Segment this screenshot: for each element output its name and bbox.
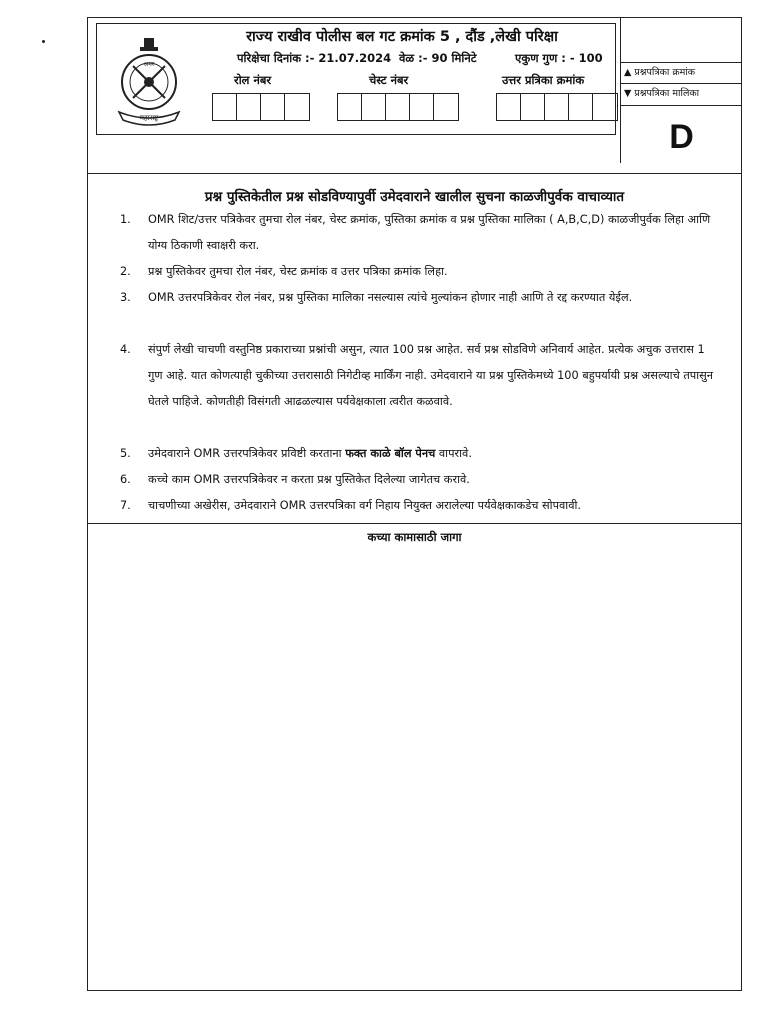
instruction-item bbox=[120, 493, 720, 519]
digit-box[interactable] bbox=[497, 94, 521, 120]
header-section bbox=[88, 18, 741, 174]
answer-sheet-number-boxes[interactable] bbox=[496, 93, 618, 121]
roll-number-label: रोल नंबर bbox=[234, 73, 272, 87]
digit-box[interactable] bbox=[338, 94, 362, 120]
instruction-number: 2. bbox=[120, 265, 131, 278]
digit-box[interactable] bbox=[261, 94, 285, 120]
instruction-item bbox=[120, 337, 720, 415]
arrow-up-icon: ▲ bbox=[624, 67, 632, 78]
digit-box[interactable] bbox=[521, 94, 545, 120]
digit-box[interactable] bbox=[237, 94, 261, 120]
total-marks: एकुण गुण : - 100 bbox=[515, 51, 603, 65]
arrow-down-icon: ▼ bbox=[624, 88, 632, 99]
digit-box[interactable] bbox=[410, 94, 434, 120]
instruction-number: 4. bbox=[120, 343, 131, 356]
digit-box[interactable] bbox=[362, 94, 386, 120]
booklet-side-panel bbox=[620, 18, 742, 163]
srpf-emblem-icon bbox=[113, 34, 185, 126]
exam-title: राज्य राखीव पोलीस बल गट क्रमांक 5 , दौंड ,लेखी परिक्षा bbox=[246, 29, 558, 45]
logo-banner-text: महाराष्ट्र bbox=[139, 114, 159, 122]
exam-duration: वेळ :- 90 मिनिटे bbox=[399, 51, 477, 65]
booklet-series-label: प्रश्नपत्रिका मालिका bbox=[634, 88, 700, 99]
instruction-number: 5. bbox=[120, 447, 131, 460]
instruction-number: 6. bbox=[120, 473, 131, 486]
instruction-text-start: उमेदवाराने OMR उत्तरपत्रिकेवर प्रविष्टी करताना bbox=[148, 447, 346, 460]
booklet-number-label: प्रश्नपत्रिका क्रमांक bbox=[634, 67, 696, 78]
rough-work-label: कच्या कामासाठी जागा bbox=[367, 530, 462, 544]
instruction-item bbox=[120, 441, 720, 467]
answer-sheet-number-label: उत्तर प्रत्रिका क्रमांक bbox=[502, 73, 585, 87]
instruction-text: संपुर्ण लेखी चाचणी वस्तुनिष्ठ प्रकाराच्या प्रश्नांची असुन, त्यात 100 प्रश्न आहेत. सर्व प्रश्न सोडविणे अनिवार्य आहेत. प्रत्येक अचुक उत्तरास 1 गुण आहे. यात कोणत्याही चुकीच्या उत्तरासाठी निगेटीव्ह मार्किंग नाही. उमेदवाराने या प्रश्न पुस्तिकेमध्ये 100 बहुपर्यायी प्रश्न असल्याचे तपासुन घेतले पाहिजे. कोणतीही विसंगती आढळल्यास पर्यवेक्षकाला त्वरीत कळवावे. bbox=[148, 343, 714, 408]
instruction-number: 1. bbox=[120, 213, 131, 226]
logo-top-text: अमर bbox=[143, 61, 155, 68]
exam-date: परिक्षेचा दिनांक :- 21.07.2024 bbox=[237, 51, 392, 65]
instruction-item bbox=[120, 207, 720, 259]
header-box bbox=[96, 23, 616, 135]
digit-box[interactable] bbox=[593, 94, 617, 120]
digit-box[interactable] bbox=[434, 94, 458, 120]
roll-number-boxes[interactable] bbox=[212, 93, 310, 121]
instruction-number: 3. bbox=[120, 291, 131, 304]
instruction-text: OMR शिट/उत्तर पत्रिकेवर तुमचा रोल नंबर, चेस्ट क्रमांक, पुस्तिका क्रमांक व प्रश्न पुस्तिका मालिका ( A,B,C,D) काळजीपुर्वक लिहा आणि योग्य ठिकाणी स्वाक्षरी करा. bbox=[148, 213, 711, 252]
booklet-series-row bbox=[621, 84, 742, 106]
instruction-text: कच्चे काम OMR उत्तरपत्रिकेवर न करता प्रश्न पुस्तिकेत दिलेल्या जागेतच करावे. bbox=[148, 473, 470, 486]
exam-booklet-cover bbox=[87, 17, 742, 991]
digit-box[interactable] bbox=[569, 94, 593, 120]
instruction-text bbox=[148, 441, 720, 467]
digit-box[interactable] bbox=[285, 94, 309, 120]
digit-box[interactable] bbox=[213, 94, 237, 120]
instruction-text-end: वापरावे. bbox=[435, 447, 472, 460]
instruction-item bbox=[120, 467, 720, 493]
instruction-item bbox=[120, 259, 720, 285]
instructions-heading: प्रश्न पुस्तिकेतील प्रश्न सोडविण्यापुर्वी उमेदवाराने खालील सुचना काळजीपुर्वक वाचाव्यात bbox=[204, 189, 625, 205]
instruction-number: 7. bbox=[120, 499, 131, 512]
instructions-section bbox=[88, 173, 741, 524]
instruction-text: चाचणीच्या अखेरीस, उमेदवाराने OMR उत्तरपत्रिका वर्ग निहाय नियुक्त अरालेल्या पर्यवेक्षकाकडेच सोपवावी. bbox=[148, 499, 581, 512]
instruction-text: OMR उत्तरपत्रिकेवर रोल नंबर, प्रश्न पुस्तिका मालिका नसल्यास त्यांचे मुल्यांकन होणार नाही आणि ते रद्द करण्यात येईल. bbox=[148, 291, 633, 304]
booklet-number-row bbox=[621, 62, 742, 84]
chest-number-boxes[interactable] bbox=[337, 93, 459, 121]
booklet-series-letter: D bbox=[669, 118, 694, 156]
chest-number-label: चेस्ट नंबर bbox=[369, 73, 409, 87]
instruction-text: प्रश्न पुस्तिकेवर तुमचा रोल नंबर, चेस्ट क्रमांक व उत्तर पत्रिका क्रमांक लिहा. bbox=[148, 265, 448, 278]
digit-box[interactable] bbox=[386, 94, 410, 120]
stray-dot bbox=[42, 40, 45, 43]
instruction-text-emphasis: फक्त काळे बॉल पेनच bbox=[345, 447, 436, 460]
digit-box[interactable] bbox=[545, 94, 569, 120]
instruction-item bbox=[120, 285, 720, 311]
